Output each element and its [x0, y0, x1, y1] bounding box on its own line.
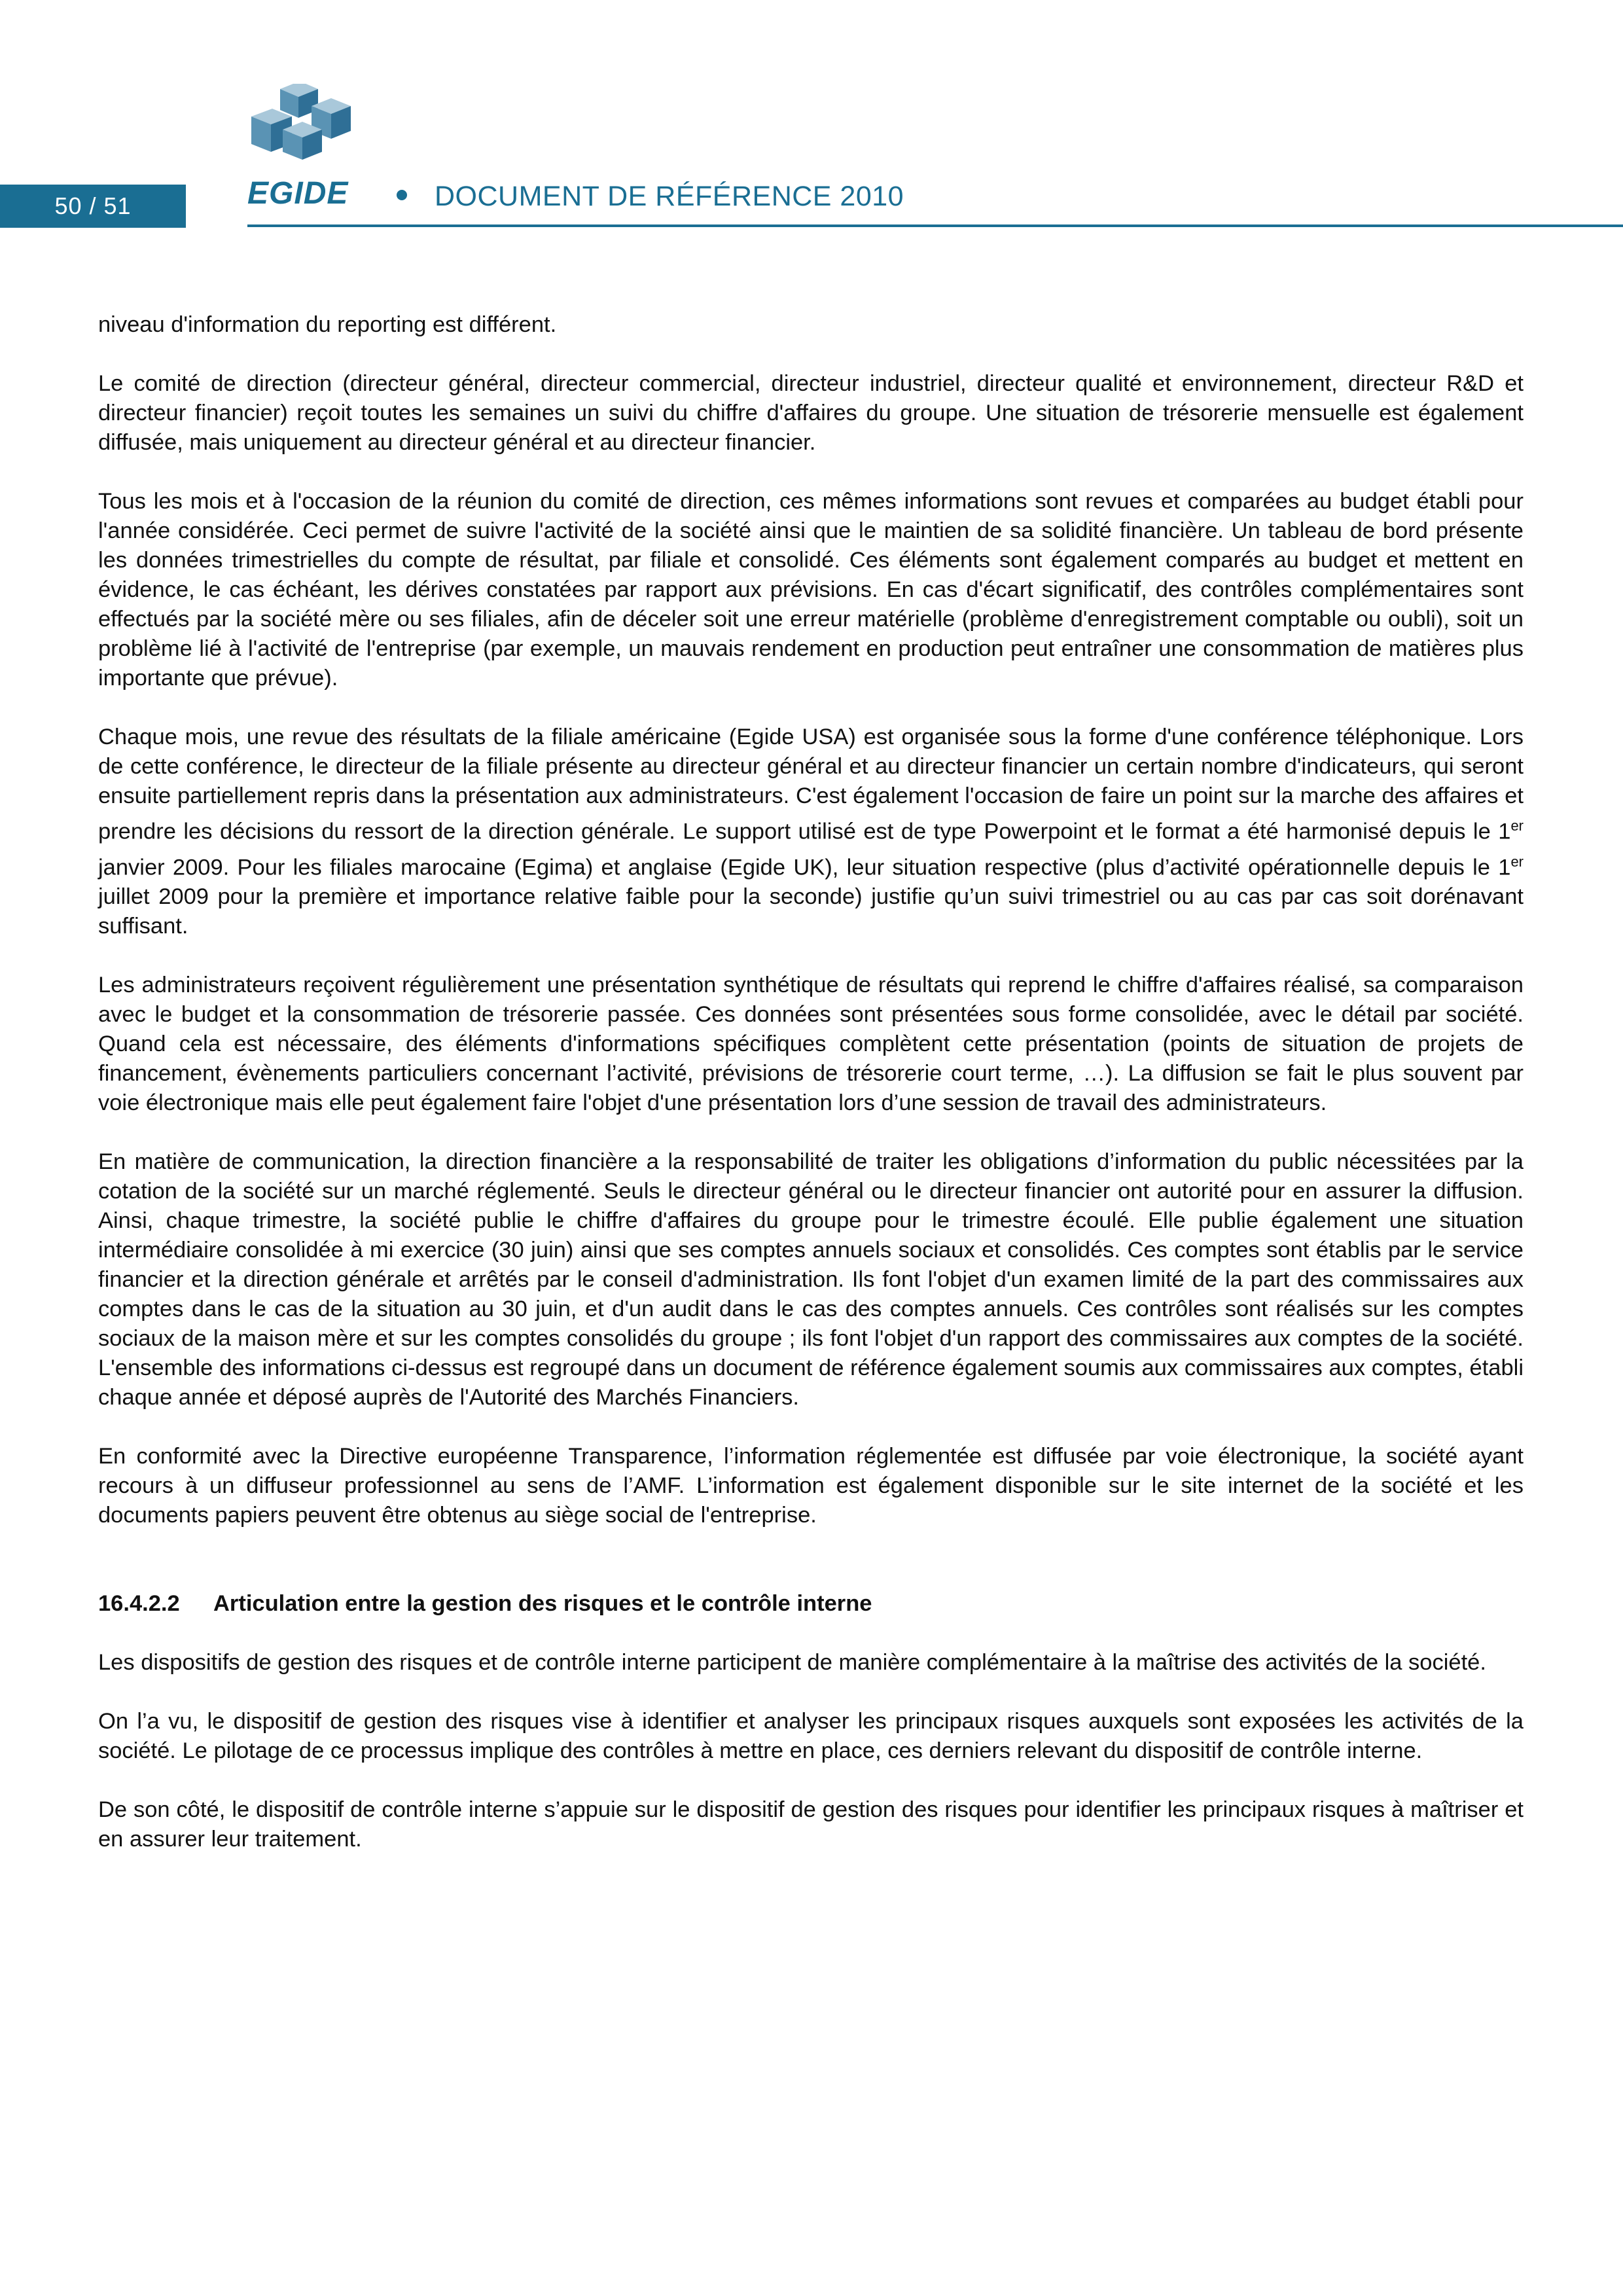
paragraph-subsidiaries: [98, 723, 1524, 941]
page-header: [0, 0, 1623, 236]
text-fragment: Chaque mois, une revue des résultats de la filiale américaine (Egide USA) est organisée sous la forme d'une conférence téléphonique. Lors de cette conférence, le directeur de la filiale présente au directeur général et au directeur financier un certain nombre d'indicateurs, qui seront ensuite partiellement repris dans la présentation aux administrateurs. C'est également l'occasion de faire un point sur la marche des affaires et prendre les décisions du ressort de la direction générale. Le support utilisé est de type Powerpoint et le format a été harmonisé depuis le 1: [98, 725, 1524, 844]
document-title: DOCUMENT DE RÉFÉRENCE 2010: [435, 181, 904, 212]
logo-wordmark: EGIDE: [247, 176, 349, 211]
paragraph: En matière de communication, la direction financière a la responsabilité de traiter les obligations d’information du public nécessitées par la cotation de la société sur un marché réglementé. Seuls le directeur général ou le directeur financier ont autorité pour en assurer la diffusion. Ainsi, chaque trimestre, la société publie le chiffre d'affaires du groupe pour le trimestre écoulé. Elle publie également une situation intermédiaire consolidée à mi exercice (30 juin) ainsi que ses comptes annuels sociaux et consolidés. Ces comptes sont établis par le service financier et la direction générale et arrêtés par le conseil d'administration. Ils font l'objet d'un examen limité de la part des commissaires aux comptes dans le cas de la situation au 30 juin, et d'un audit dans le cas des comptes annuels. Ces contrôles sont réalisés sur les comptes sociaux de la maison mère et sur les comptes consolidés du groupe ; ils font l'objet d'un rapport des commissaires aux comptes de la société. L'ensemble des informations ci-dessus est regroupé dans un document de référence également soumis aux commissaires aux comptes, établi chaque année et déposé auprès de l'Autorité des Marchés Financiers.: [98, 1149, 1524, 1410]
section-title: Articulation entre la gestion des risques et le contrôle interne: [213, 1591, 872, 1616]
page-indicator: 50 / 51: [0, 185, 186, 228]
text-fragment: janvier 2009. Pour les filiales marocaine (Egima) et anglaise (Egide UK), leur situation respective (plus d’activité opérationnelle depuis le 1: [98, 855, 1511, 880]
page-body: [98, 310, 1524, 1884]
paragraph: On l’a vu, le dispositif de gestion des risques vise à identifier et analyser les principaux risques auxquels sont exposées les activités de la société. Le pilotage de ce processus implique des contrôles à mettre en place, ces derniers relevant du dispositif de contrôle interne.: [98, 1709, 1524, 1763]
header-divider: [247, 224, 1623, 227]
section-number: 16.4.2.2: [98, 1591, 180, 1616]
text-fragment: juillet 2009 pour la première et importance relative faible pour la seconde) justifie qu’un suivi trimestriel ou au cas par cas soit dorénavant suffisant.: [98, 884, 1524, 939]
section-heading: [98, 1589, 1524, 1619]
paragraph: En conformité avec la Directive européenne Transparence, l’information réglementée est diffusée par voie électronique, la société ayant recours à un diffuseur professionnel au sens de l’AMF. L’information est également disponible sur le site internet de la société et les documents papiers peuvent être obtenus au siège social de l'entreprise.: [98, 1444, 1524, 1528]
header-bullet: [397, 190, 407, 200]
egide-cubes-icon: [247, 84, 368, 182]
paragraph: De son côté, le dispositif de contrôle interne s’appuie sur le dispositif de gestion des risques pour identifier les principaux risques à maîtriser et en assurer leur traitement.: [98, 1797, 1524, 1852]
paragraph: Le comité de direction (directeur général, directeur commercial, directeur industriel, directeur qualité et environnement, directeur R&D et directeur financier) reçoit toutes les semaines un suivi du chiffre d'affaires du groupe. Une situation de trésorerie mensuelle est également diffusée, mais uniquement au directeur général et au directeur financier.: [98, 371, 1524, 455]
superscript: er: [1510, 853, 1524, 870]
paragraph: Les administrateurs reçoivent régulièrement une présentation synthétique de résultats qui reprend le chiffre d'affaires réalisé, sa comparaison avec le budget et la consommation de trésorerie passée. Ces données sont présentées sous forme consolidée, avec le détail par société. Quand cela est nécessaire, des éléments d'informations spécifiques complètent cette présentation (points de situation de projets de financement, évènements particuliers concernant l’activité, prévisions de trésorerie court terme, …). La diffusion se fait le plus souvent par voie électronique mais elle peut également faire l'objet d'une présentation lors d’une session de travail des administrateurs.: [98, 973, 1524, 1115]
paragraph: Les dispositifs de gestion des risques et de contrôle interne participent de manière complémentaire à la maîtrise des activités de la société.: [98, 1650, 1486, 1675]
paragraph: Tous les mois et à l'occasion de la réunion du comité de direction, ces mêmes informations sont revues et comparées au budget établi pour l'année considérée. Ceci permet de suivre l'activité de la société ainsi que le maintien de sa solidité financière. Un tableau de bord présente les données trimestrielles du compte de résultat, par filiale et consolidé. Ces éléments sont également comparés au budget et mettent en évidence, le cas échéant, les dérives constatées par rapport aux prévisions. En cas d'écart significatif, des contrôles complémentaires sont effectués par la société mère ou ses filiales, afin de déceler soit une erreur matérielle (problème d'enregistrement comptable ou oubli), soit un problème lié à l'activité de l'entreprise (par exemple, un mauvais rendement en production peut entraîner une consommation de matières plus importante que prévue).: [98, 489, 1524, 691]
superscript: er: [1510, 817, 1524, 834]
paragraph: niveau d'information du reporting est différent.: [98, 312, 557, 337]
